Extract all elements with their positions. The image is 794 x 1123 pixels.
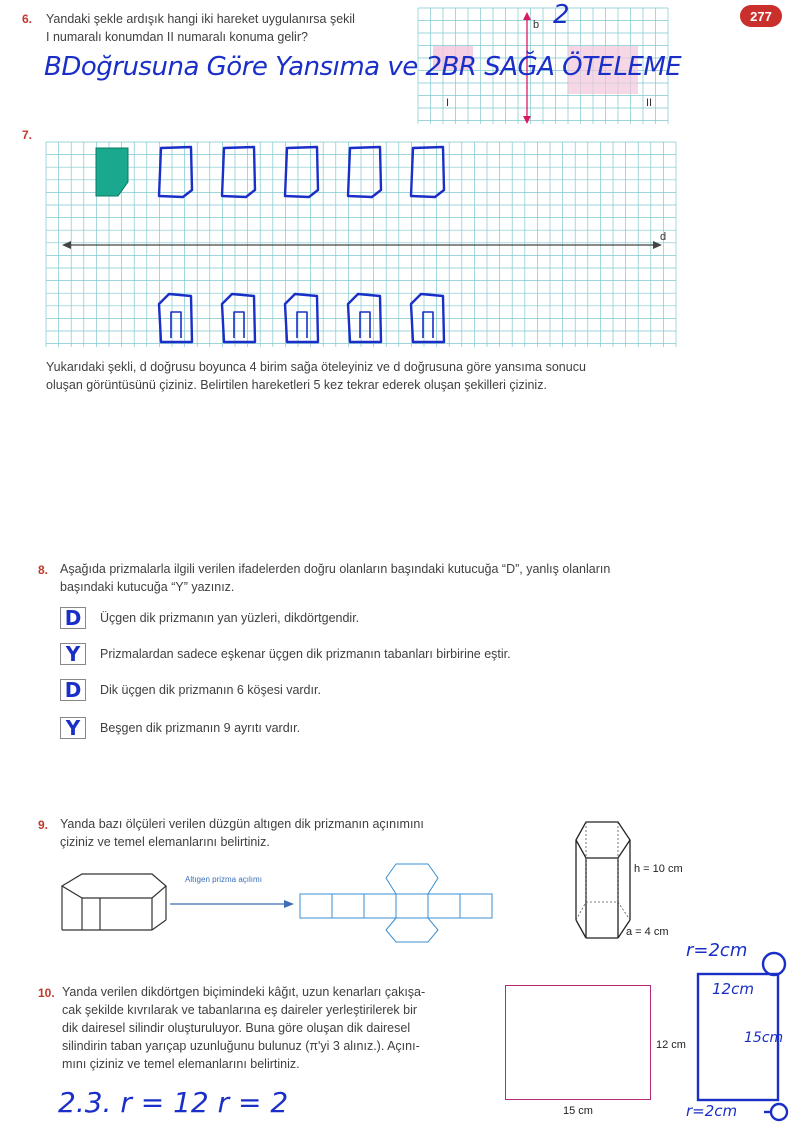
- q10-hand-15cm: 15cm: [744, 1030, 784, 1046]
- q8-item-2: [60, 642, 511, 666]
- q10-hand-12cm: 12cm: [712, 980, 754, 998]
- q8-item-1: [60, 606, 359, 630]
- q10-line5: mını çiziniz ve temel elemanlarını belirtiniz.: [62, 1057, 300, 1071]
- q8-line1: Aşağıda prizmalarla ilgili verilen ifadelerden doğru olanların başındaki kutucuğa “D”, yanlış olanların: [60, 562, 611, 576]
- q7-hand-drawn-inner-3: [297, 312, 307, 338]
- q10-hand-top-radius: r=2cm: [686, 940, 748, 961]
- q8-statement-1: Üçgen dik prizmanın yan yüzleri, dikdörtgendir.: [100, 611, 360, 625]
- q8-statement-4: Beşgen dik prizmanın 9 ayrıtı vardır.: [100, 721, 301, 735]
- q7-hand-drawn-shape-bottom-1: [159, 294, 192, 342]
- q8-answer-box-4[interactable]: Y: [60, 717, 86, 739]
- q7-hand-drawn-shape-bottom-2: [222, 294, 255, 342]
- q10-line1: Yanda verilen dikdörtgen biçimindeki kâğıt, uzun kenarları çakışa-: [62, 985, 426, 999]
- q7-text: [46, 358, 586, 394]
- q6-handwritten-answer: BDoğrusuna Göre Yansıma ve 2BR SAĞA ÖTELEME: [44, 52, 682, 82]
- q10-number: 10.: [38, 986, 55, 1000]
- q6-pos-I: I: [446, 97, 450, 109]
- q6-line2: I numaralı konumdan II numaralı konuma gelir?: [46, 30, 308, 44]
- q10-text: [62, 983, 425, 1073]
- q7-hand-drawn-shape-bottom-3: [285, 294, 318, 342]
- q8-statement-2: Prizmalardan sadece eşkenar üçgen dik prizmanın tabanları birbirine eştir.: [100, 647, 511, 661]
- q9-height-label: h = 10 cm: [634, 863, 683, 875]
- q6-text: [46, 10, 355, 46]
- q8-answer-box-3[interactable]: D: [60, 679, 86, 701]
- q8-answer-box-2[interactable]: Y: [60, 643, 86, 665]
- q10-handwritten-answer: 2.3. r = 12 r = 2: [58, 1086, 289, 1119]
- q8-statement-3: Dik üçgen dik prizmanın 6 köşesi vardır.: [100, 683, 321, 697]
- q6-line1: Yandaki şekle ardışık hangi iki hareket uygulanırsa şekil: [46, 12, 355, 26]
- q6-handnote: 2: [553, 0, 570, 30]
- q8-text: [60, 560, 610, 596]
- q10-rectangle-paper: [505, 985, 651, 1100]
- q10-height-label: 12 cm: [656, 1039, 686, 1051]
- q9-line1: Yanda bazı ölçüleri verilen düzgün altıgen dik prizmanın açınımını: [60, 817, 424, 831]
- page-number-badge: 277: [740, 5, 782, 27]
- q9-arrow-label: Altıgen prizma açılımı: [185, 875, 262, 884]
- q8-number: 8.: [38, 563, 49, 577]
- q7-hand-drawn-inner-2: [234, 312, 244, 338]
- q7-hand-drawn-inner-5: [423, 312, 433, 338]
- q7-grid: [46, 142, 676, 347]
- q10-line4: silindirin taban yarıçap uzunluğunu bulunuz (π'yi 3 alınız.). Açını-: [62, 1039, 420, 1053]
- q7-number: 7.: [22, 128, 33, 142]
- q7-original-shape: [96, 148, 128, 196]
- q9-text: [60, 815, 424, 851]
- q8-line2: başındaki kutucuğa “Y” yazınız.: [60, 580, 235, 594]
- q6-pos-II: II: [646, 97, 653, 109]
- q6-number: 6.: [22, 12, 33, 26]
- q7-hand-drawn-inner-1: [171, 312, 181, 338]
- q7-hand-drawn-inner-4: [360, 312, 370, 338]
- q7-hand-drawn-shape-bottom-5: [411, 294, 444, 342]
- q9-net-drawing: [298, 862, 498, 944]
- q10-hand-bottom-radius: r=2cm: [686, 1102, 738, 1120]
- q10-width-label: 15 cm: [563, 1105, 593, 1117]
- q9-hexagonal-prism-sketch: [60, 868, 170, 934]
- q10-line2: cak şekilde kıvrılarak ve tabanlarına eş daireler yerleştirilerek bir: [62, 1003, 418, 1017]
- q7-line2: oluşan görüntüsünü çiziniz. Belirtilen hareketleri 5 kez tekrar ederek oluşan şekilleri çiziniz.: [46, 378, 547, 392]
- q7-line1: Yukarıdaki şekli, d doğrusu boyunca 4 birim sağa öteleyiniz ve d doğrusuna göre yansıma sonucu: [46, 360, 586, 374]
- q9-line2: çiziniz ve temel elemanlarını belirtiniz.: [60, 835, 270, 849]
- q6-line-b-label: b: [533, 19, 540, 31]
- q7-hand-drawn-shape-bottom-4: [348, 294, 381, 342]
- q8-item-4: [60, 716, 300, 740]
- q9-edge-label: a = 4 cm: [626, 926, 669, 938]
- q10-line3: dik dairesel silindir oluşturuluyor. Buna göre oluşan dik dairesel: [62, 1021, 411, 1035]
- q7-line-d-label: d: [660, 231, 667, 243]
- q8-item-3: [60, 678, 321, 702]
- q9-3d-prism: [572, 818, 642, 940]
- q8-answer-box-1[interactable]: D: [60, 607, 86, 629]
- q9-number: 9.: [38, 818, 49, 832]
